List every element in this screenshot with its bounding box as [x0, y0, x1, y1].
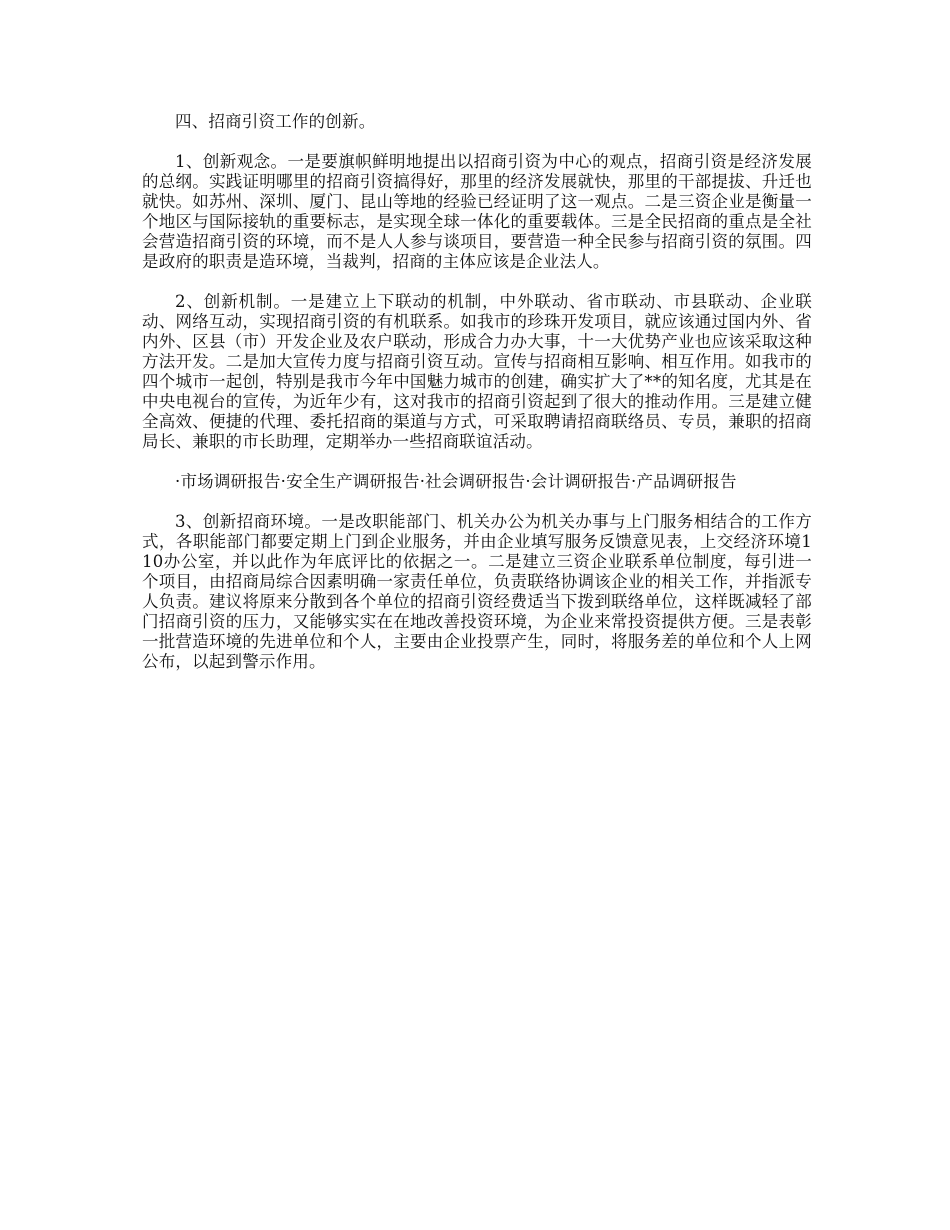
paragraph-innovation-mechanism: 2、创新机制。一是建立上下联动的机制，中外联动、省市联动、市县联动、企业联动、网络互动，实现招商引资的有机联系。如我市的珍珠开发项目，就应该通过国内外、省内外、区县（市）开发企业及农户联动，形成合力办大事，十一大优势产业也应该采取这种方法开发。二是加大宣传力度与招商引资互动。宣传与招商相互影响、相互作用。如我市的四个城市一起创，特别是我市今年中国魅力城市的创建，确实扩大了**的知名度，尤其是在中央电视台的宣传，为近年少有，这对我市的招商引资起到了很大的推动作用。三是建立健全高效、便捷的代理、委托招商的渠道与方式，可采取聘请招商联络员、专员，兼职的招商局长、兼职的市长助理，定期举办一些招商联谊活动。: [142, 292, 812, 451]
link-product-research-report[interactable]: ·产品调研报告: [631, 472, 737, 491]
link-safety-production-report[interactable]: ·安全生产调研报告: [280, 472, 420, 491]
link-social-research-report[interactable]: ·社会调研报告: [419, 472, 526, 491]
link-accounting-research-report[interactable]: ·会计调研报告: [525, 472, 632, 491]
document-body: [142, 112, 812, 692]
paragraph-innovation-concept: 1、创新观念。一是要旗帜鲜明地提出以招商引资为中心的观点，招商引资是经济发展的总纲。实践证明哪里的招商引资搞得好，那里的经济发展就快，那里的干部提拔、升迁也就快。如苏州、深圳、厦门、昆山等地的经验已经证明了这一观点。二是三资企业是衡量一个地区与国际接轨的重要标志，是实现全球一体化的重要载体。三是全民招商的重点是全社会营造招商引资的环境，而不是人人参与谈项目，要营造一种全民参与招商引资的氛围。四是政府的职责是造环境，当裁判，招商的主体应该是企业法人。: [142, 152, 812, 271]
link-market-research-report[interactable]: ·市场调研报告: [175, 472, 281, 491]
paragraph-innovation-environment: 3、创新招商环境。一是改职能部门、机关办公为机关办事与上门服务相结合的工作方式，各职能部门都要定期上门到企业服务，并由企业填写服务反馈意见表，上交经济环境110办公室，并以此作为年底评比的依据之一。二是建立三资企业联系单位制度，每引进一个项目，由招商局综合因素明确一家责任单位，负责联络协调该企业的相关工作，并指派专人负责。建议将原来分散到各个单位的招商引资经费适当下拨到联络单位，这样既减轻了部门招商引资的压力，又能够实实在在地改善投资环境，为企业来常投资提供方便。三是表彰一批营造环境的先进单位和个人，主要由企业投票产生，同时，将服务差的单位和个人上网公布，以起到警示作用。: [142, 512, 812, 671]
section-heading: 四、招商引资工作的创新。: [175, 112, 376, 131]
related-links: [142, 472, 812, 492]
